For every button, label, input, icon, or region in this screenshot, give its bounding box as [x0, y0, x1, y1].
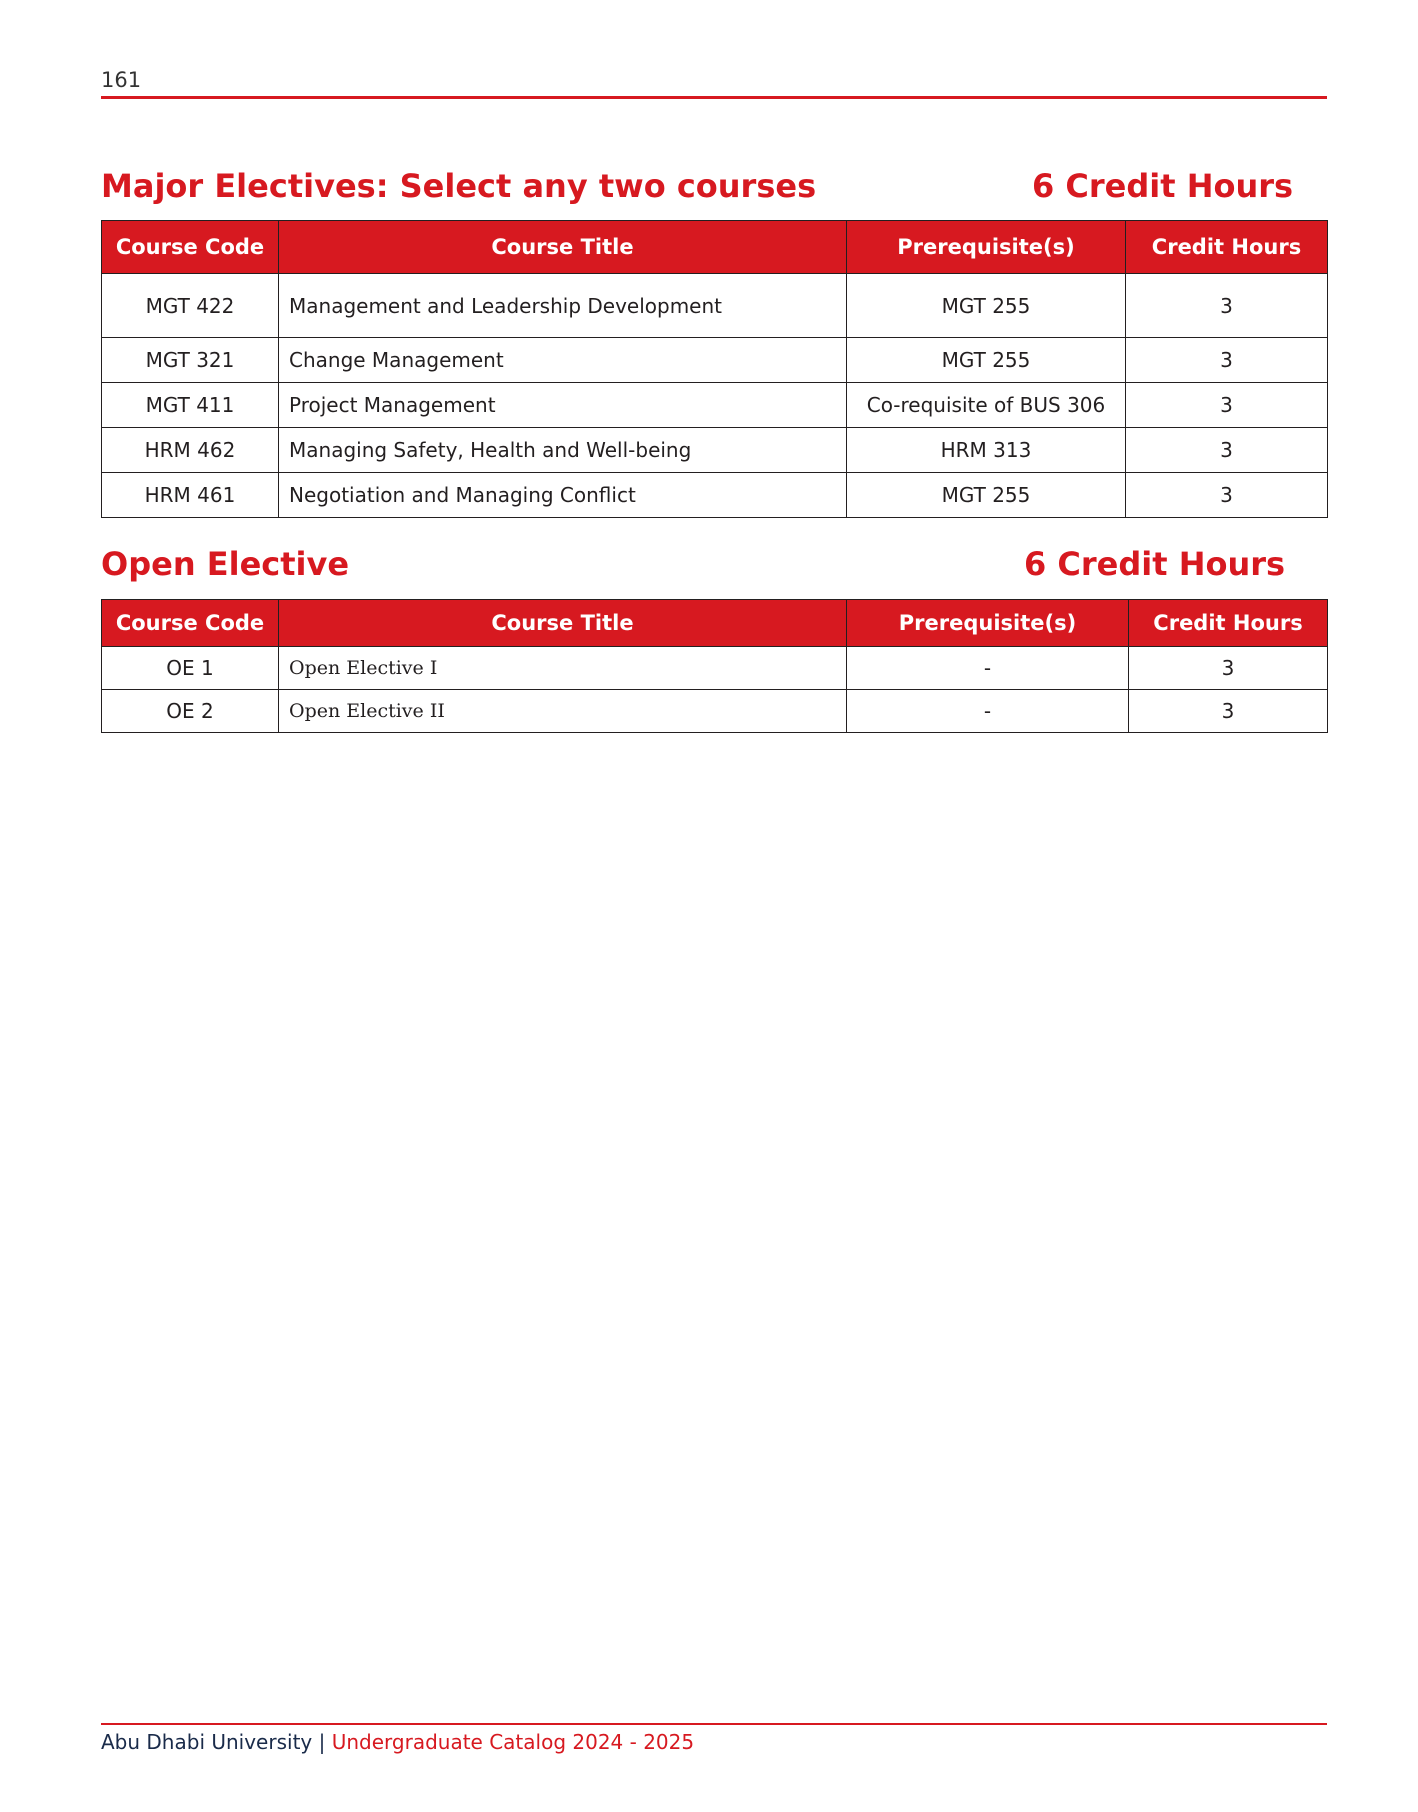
column-header-course-title: Course Title: [279, 221, 847, 274]
major-electives-heading: [101, 164, 1327, 208]
page-footer: [101, 1728, 694, 1756]
section-title: Major Electives: Select any two courses: [101, 167, 817, 205]
course-prerequisite: Co-requisite of BUS 306: [847, 383, 1126, 428]
course-credit-hours: 3: [1126, 338, 1328, 383]
course-prerequisite: MGT 255: [847, 338, 1126, 383]
course-credit-hours: 3: [1126, 473, 1328, 518]
course-title: Change Management: [279, 338, 847, 383]
course-title: Open Elective II: [279, 690, 847, 733]
course-code: OE 1: [102, 647, 279, 690]
course-prerequisite: -: [847, 690, 1129, 733]
section-title: Open Elective: [101, 545, 350, 583]
table-header-row: [102, 600, 1328, 647]
table-row: [102, 647, 1328, 690]
column-header-course-code: Course Code: [102, 221, 279, 274]
column-header-prerequisites: Prerequisite(s): [847, 221, 1126, 274]
open-elective-table: [101, 599, 1328, 733]
course-credit-hours: 3: [1129, 647, 1328, 690]
course-title: Negotiation and Managing Conflict: [279, 473, 847, 518]
table-row: [102, 428, 1328, 473]
course-code: MGT 422: [102, 274, 279, 338]
course-code: OE 2: [102, 690, 279, 733]
footer-separator: |: [318, 1730, 326, 1754]
table-row: [102, 473, 1328, 518]
course-credit-hours: 3: [1126, 274, 1328, 338]
major-electives-table: [101, 220, 1328, 518]
course-credit-hours: 3: [1126, 383, 1328, 428]
footer-catalog: Undergraduate Catalog 2024 - 2025: [331, 1730, 695, 1754]
header-divider: [101, 96, 1327, 99]
section-credit-hours: 6 Credit Hours: [1024, 545, 1286, 583]
course-title: Management and Leadership Development: [279, 274, 847, 338]
table-row: [102, 338, 1328, 383]
column-header-credit-hours: Credit Hours: [1126, 221, 1328, 274]
course-title: Open Elective I: [279, 647, 847, 690]
table-row: [102, 383, 1328, 428]
course-code: MGT 411: [102, 383, 279, 428]
course-credit-hours: 3: [1126, 428, 1328, 473]
course-code: MGT 321: [102, 338, 279, 383]
course-title: Project Management: [279, 383, 847, 428]
page-number: 161: [101, 68, 142, 92]
course-prerequisite: -: [847, 647, 1129, 690]
column-header-credit-hours: Credit Hours: [1129, 600, 1328, 647]
course-prerequisite: HRM 313: [847, 428, 1126, 473]
open-elective-heading: [101, 542, 1327, 586]
course-prerequisite: MGT 255: [847, 274, 1126, 338]
column-header-course-code: Course Code: [102, 600, 279, 647]
course-code: HRM 462: [102, 428, 279, 473]
table-header-row: [102, 221, 1328, 274]
column-header-prerequisites: Prerequisite(s): [847, 600, 1129, 647]
course-credit-hours: 3: [1129, 690, 1328, 733]
table-row: [102, 274, 1328, 338]
column-header-course-title: Course Title: [279, 600, 847, 647]
section-credit-hours: 6 Credit Hours: [1032, 167, 1294, 205]
footer-university: Abu Dhabi University: [101, 1730, 313, 1754]
table-row: [102, 690, 1328, 733]
course-code: HRM 461: [102, 473, 279, 518]
course-prerequisite: MGT 255: [847, 473, 1126, 518]
footer-divider: [101, 1723, 1327, 1725]
course-title: Managing Safety, Health and Well-being: [279, 428, 847, 473]
